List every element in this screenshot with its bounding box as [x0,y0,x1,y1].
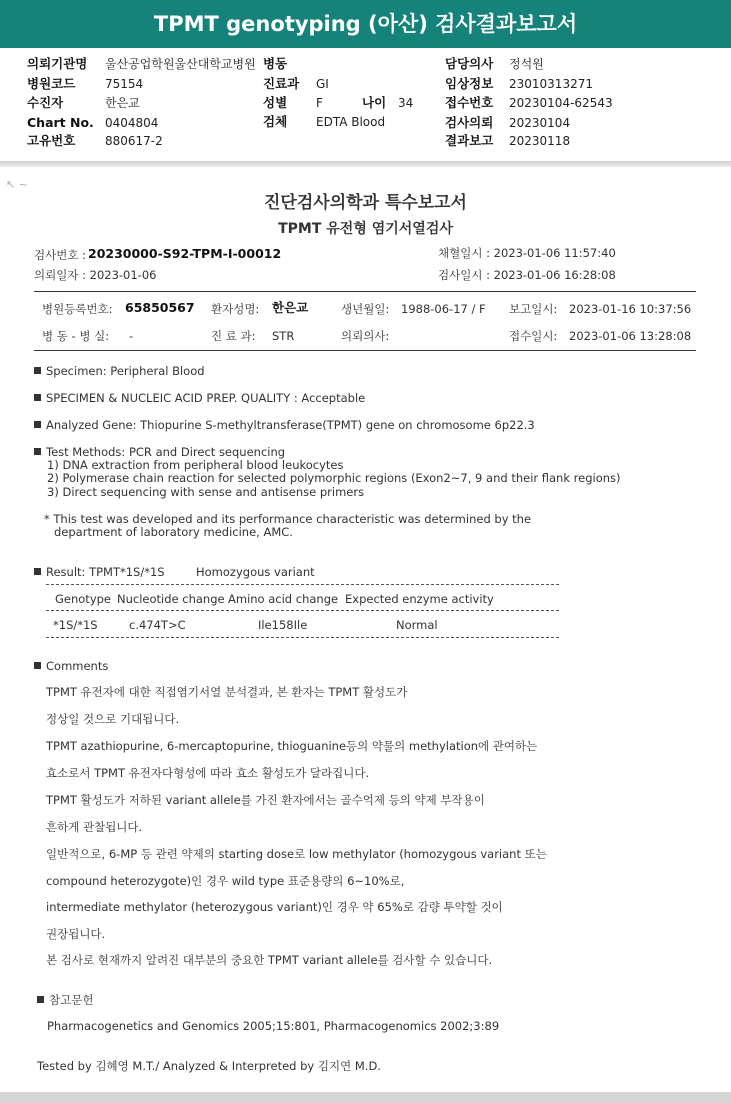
refs-section [37,993,93,1007]
refs-text: Pharmacogenetics and Genomics 2005;15:801, Pharmacogenomics 2002;3:89 [47,1019,500,1033]
req-doctor-label: 의뢰의사: [341,329,390,343]
comments-title: Comments [46,659,109,673]
table-bottom-rule [46,637,559,638]
hospital-label: 의뢰기관명 [27,56,88,71]
report-time-value: 2023-01-16 10:37:56 [569,302,692,316]
table-mid-rule [46,610,559,611]
comment-line: 권장됩니다. [46,927,106,941]
method-item: 2) Polymerase chain reaction for selected polymorphic regions (Exon2~7, 9 and their flank regions) [47,471,621,485]
method-item: 1) DNA extraction from peripheral blood leukocytes [47,458,344,472]
exam-no-label: 검사번호 : [34,248,86,262]
bullet-icon [34,367,41,374]
ward-room-value: - [129,329,134,343]
code-label: 병원코드 [27,76,76,91]
clinical-label: 임상정보 [445,76,494,91]
gene-text: Analyzed Gene: Thiopurine S-methyltransferase(TPMT) gene on chromosome 6p22.3 [46,418,535,432]
specimen-section [34,364,205,378]
table-cell: Ile158Ile [258,618,308,632]
quality-section [34,391,365,405]
report-banner-title: TPMT genotyping (아산) 검사결과보고서 [0,0,731,48]
quality-text: SPECIMEN & NUCLEIC ACID PREP. QUALITY : Acceptable [46,391,366,405]
table-top-rule [46,584,559,585]
methods-section [34,445,285,459]
doctor-value: 정석원 [509,57,544,71]
report-value: 20230118 [509,134,571,148]
comment-line: TPMT 유전자에 대한 직접염기서열 분석결과, 본 환자는 TPMT 활성도가 [46,685,408,699]
bottom-band [0,1092,731,1103]
patient-value: 한은교 [105,96,140,110]
report-subtitle: TPMT 유전형 염기서열검사 [278,221,453,237]
report-dept-value: STR [272,329,295,343]
specimen-label: 검체 [263,114,288,129]
exam-no-value: 20230000-S92-TPM-I-00012 [88,246,282,261]
dob-value: 1988-06-17 / F [401,302,486,316]
test-time: 검사일시 : 2023-01-06 16:28:08 [438,268,616,282]
sex-label: 성별 [263,95,288,110]
bullet-icon [34,568,41,575]
comment-line: TPMT 활성도가 저하된 variant allele를 가진 환자에서는 골수억제 등의 약제 부작용이 [46,793,485,807]
dept-value: GI [316,77,329,91]
info-top-rule [34,291,696,292]
comment-line: 일반적으로, 6-MP 등 관련 약제의 starting dose로 low methylator (homozygous variant 또는 [46,847,547,861]
chart-value: 0404804 [105,116,159,130]
report-dept-label: 진 료 과: [211,329,256,343]
methods-title: Test Methods: PCR and Direct sequencing [46,445,286,459]
gene-section [34,418,535,432]
receipt-time-label: 접수일시: [509,329,558,343]
header-separator [0,161,731,167]
dob-label: 생년월일: [341,302,390,316]
comment-line: compound heterozygote)인 경우 wild type 표준용량의 6~10%로, [46,874,405,888]
receipt-time-value: 2023-01-06 13:28:08 [569,329,692,343]
table-cell: *1S/*1S [53,618,98,632]
unique-value: 880617-2 [105,134,163,148]
table-header-cell: Expected enzyme activity [345,592,494,606]
table-header-cell: Amino acid change [228,592,339,606]
report-label: 결과보고 [445,133,494,148]
bullet-icon [37,996,44,1003]
name-label: 환자성명: [211,302,260,316]
unique-label: 고유번호 [27,133,76,148]
refs-title: 참고문헌 [49,993,94,1007]
specimen-value: EDTA Blood [316,115,386,129]
comment-line: 흔하게 관찰됩니다. [46,820,143,834]
doctor-label: 담당의사 [445,56,494,71]
method-item: 3) Direct sequencing with sense and antisense primers [47,485,365,499]
chart-label: Chart No. [27,115,94,130]
bullet-icon [34,421,41,428]
comments-section [34,659,108,673]
note-line: * This test was developed and its performance characteristic was determined by the [44,512,532,526]
bullet-icon [34,394,41,401]
bullet-icon [34,662,41,669]
table-cell: Normal [396,618,438,632]
report-time-label: 보고일시: [509,302,558,316]
hospital-value: 울산공업학원울산대학교병원 [105,57,256,71]
specimen-text: Specimen: Peripheral Blood [46,364,205,378]
report-title: 진단검사의학과 특수보고서 [264,193,467,213]
reg-no-value: 65850567 [125,300,195,315]
name-value: 한은교 [272,300,309,315]
table-cell: c.474T>C [129,618,186,632]
result-label: Result: TPMT*1S/*1S [46,565,165,579]
age-value: 34 [398,96,414,110]
bullet-icon [34,448,41,455]
request-label: 검사의뢰 [445,115,494,130]
ward-room-label: 병 동 - 병 실: [42,329,110,343]
result-status: Homozygous variant [196,565,315,579]
reg-no-label: 병원등록번호: [42,302,113,316]
collect-time: 채혈일시 : 2023-01-06 11:57:40 [438,246,616,260]
request-value: 20230104 [509,116,571,130]
signature-line: Tested by 김혜영 M.T./ Analyzed & Interpreted by 김지연 M.D. [37,1059,381,1073]
code-value: 75154 [105,77,144,91]
ward-label: 병동 [263,56,288,71]
comment-line: 정상일 것으로 기대됩니다. [46,712,180,726]
comment-line: 본 검사로 현재까지 알려진 대부분의 중요한 TPMT variant allele를 검사할 수 있습니다. [46,953,493,967]
info-bottom-rule [34,350,696,351]
note-line: department of laboratory medicine, AMC. [54,525,293,539]
result-section [34,565,165,579]
table-header-cell: Genotype [55,592,112,606]
scan-mark: ↖ ~ [6,178,28,191]
comment-line: TPMT azathiopurine, 6-mercaptopurine, thioguanine등의 약물의 methylation에 관여하는 [46,739,538,753]
sex-value: F [316,96,323,110]
comment-line: 효소로서 TPMT 유전자다형성에 따라 효소 활성도가 달라집니다. [46,766,370,780]
patient-label: 수진자 [27,95,64,110]
dept-label: 진료과 [263,76,300,91]
receipt-label: 접수번호 [445,95,494,110]
clinical-value: 23010313271 [509,77,593,91]
comment-line: intermediate methylator (heterozygous variant)인 경우 약 65%로 감량 투약할 것이 [46,900,503,914]
request-date: 의뢰일자 : 2023-01-06 [34,268,157,282]
age-label: 나이 [362,95,387,110]
receipt-value: 20230104-62543 [509,96,613,110]
table-header-cell: Nucleotide change [117,592,225,606]
